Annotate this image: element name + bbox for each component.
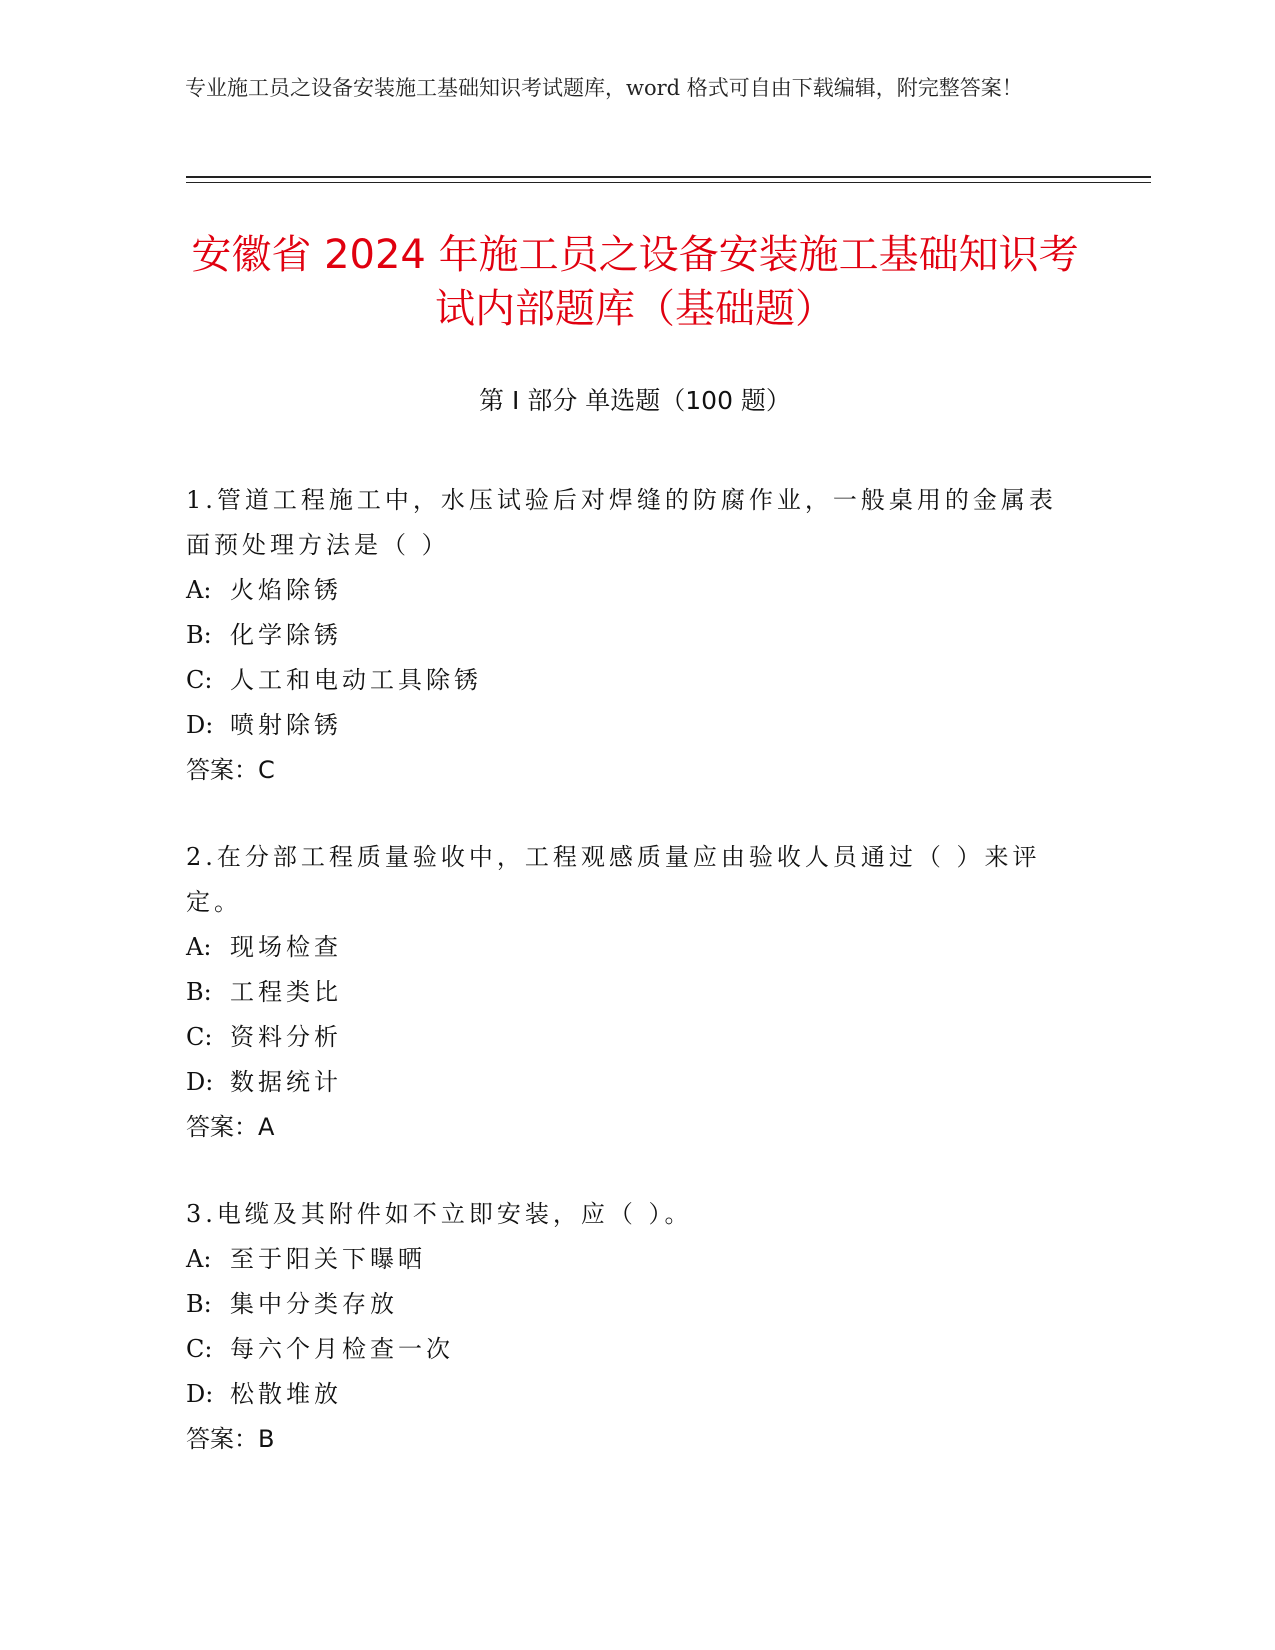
option-key: D:	[186, 1380, 214, 1408]
question-stem: 3.电缆及其附件如不立即安装，应（ ）。	[186, 1200, 693, 1228]
header-divider-thick	[186, 176, 1151, 178]
question-stem: 2.在分部工程质量验收中，工程观感质量应由验收人员通过（ ）来评定。	[186, 843, 1041, 916]
document-title: 安徽省 2024 年施工员之设备安装施工基础知识考试内部题库（基础题）	[191, 232, 1079, 332]
option-key: A:	[186, 1245, 212, 1273]
option-key: C:	[186, 1023, 213, 1051]
option-key: B:	[186, 621, 212, 649]
question-option-b	[186, 613, 1066, 658]
option-text: 集中分类存放	[230, 1290, 398, 1318]
option-text: 每六个月检查一次	[230, 1335, 454, 1363]
question-list	[186, 478, 1066, 1504]
option-key: D:	[186, 711, 214, 739]
question-3	[186, 1192, 1066, 1462]
header-note: 专业施工员之设备安装施工基础知识考试题库，word 格式可自由下载编辑，附完整答案！	[185, 76, 1023, 100]
option-text: 人工和电动工具除锈	[230, 666, 482, 694]
option-text: 现场检查	[230, 933, 342, 961]
question-option-a	[186, 925, 1066, 970]
option-key: B:	[186, 1290, 212, 1318]
question-option-a	[186, 1237, 1066, 1282]
header-divider-thin	[186, 182, 1151, 183]
question-answer: 答案：C	[186, 756, 275, 784]
question-1	[186, 478, 1066, 793]
question-answer: 答案：B	[186, 1425, 275, 1453]
option-key: A:	[186, 576, 212, 604]
question-stem: 1.管道工程施工中，水压试验后对焊缝的防腐作业，一般桌用的金属表面预处理方法是（ ）	[186, 486, 1057, 559]
option-text: 火焰除锈	[230, 576, 342, 604]
question-option-a	[186, 568, 1066, 613]
question-option-d	[186, 1060, 1066, 1105]
option-key: B:	[186, 978, 212, 1006]
option-key: C:	[186, 1335, 213, 1363]
option-key: D:	[186, 1068, 214, 1096]
question-option-d	[186, 703, 1066, 748]
option-text: 松散堆放	[230, 1380, 342, 1408]
option-key: C:	[186, 666, 213, 694]
question-option-b	[186, 970, 1066, 1015]
question-option-c	[186, 658, 1066, 703]
option-key: A:	[186, 933, 212, 961]
question-option-c	[186, 1327, 1066, 1372]
option-text: 化学除锈	[230, 621, 342, 649]
option-text: 工程类比	[230, 978, 342, 1006]
question-option-d	[186, 1372, 1066, 1417]
option-text: 资料分析	[230, 1023, 342, 1051]
section-title: 第 I 部分 单选题（100 题）	[479, 386, 791, 415]
option-text: 数据统计	[230, 1068, 342, 1096]
question-option-c	[186, 1015, 1066, 1060]
question-option-b	[186, 1282, 1066, 1327]
question-2	[186, 835, 1066, 1150]
question-answer: 答案：A	[186, 1113, 275, 1141]
option-text: 喷射除锈	[230, 711, 342, 739]
option-text: 至于阳关下曝晒	[230, 1245, 426, 1273]
